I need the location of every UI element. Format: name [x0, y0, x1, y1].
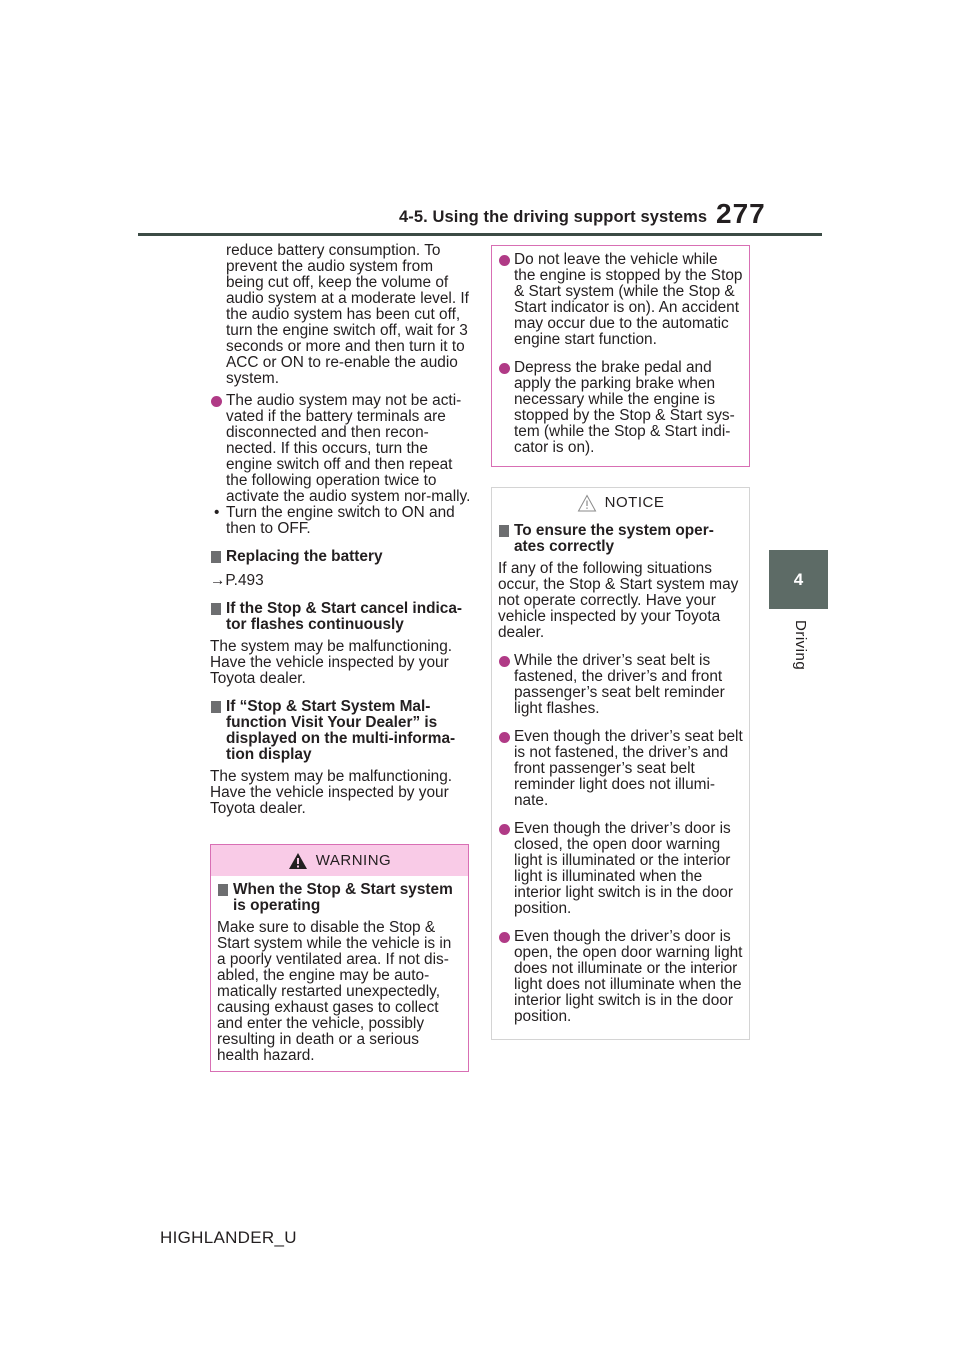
heading-battery: Replacing the battery [210, 549, 472, 565]
header-rule [138, 233, 822, 236]
warning-bullet: Do not leave the vehicle while the engine is stopped by the Stop & Start system (while the Stop & Start indicator is on). An accident may occur due to the automatic engine start function. [498, 252, 743, 348]
caution-icon [577, 494, 597, 512]
warning-box [210, 844, 469, 1072]
notice-bullet: Even though the driver’s door is closed, the open door warning light is illuminated or the interior light is illuminated when the interior light switch is in the door position. [498, 821, 743, 917]
notice-bullet: Even though the driver’s door is open, the open door warning light does not illuminate or the interior light does not illuminate when the interior light switch is in the door position. [498, 929, 743, 1025]
warning-bullet: Depress the brake pedal and apply the parking brake when necessary while the engine is stopped by the Stop & Start sys-tem (while the Stop & Start indi-cator is on). [498, 360, 743, 456]
warning-text: Make sure to disable the Stop & Start system while the vehicle is in a poorly ventilated area. If not dis-abled, the engine may be auto-matically restarted unexpectedly, causing exhaust gases to collect and enter the vehicle, possibly resulting in death or a serious health hazard. [217, 919, 452, 1064]
sub-item-marker: • [214, 504, 220, 521]
warning-continued-box [491, 245, 750, 467]
notice-label: NOTICE [604, 494, 665, 511]
sub-item [210, 505, 472, 537]
audio-bullet: The audio system may not be acti-vated if the battery terminals are disconnected and then recon-nected. If this occurs, turn the engine switch off and then repeat the following operation twice to activate the audio system nor-mally. [210, 393, 472, 505]
notice-heading: To ensure the system oper-ates correctly [498, 523, 743, 555]
section-title: 4-5. Using the driving support systems [399, 208, 708, 226]
notice-header [492, 488, 749, 518]
warning-label: WARNING [315, 851, 392, 869]
chapter-label: Driving [792, 620, 809, 671]
chapter-tab [769, 550, 828, 609]
warning-header [211, 845, 468, 876]
ref-battery: →P.493 [210, 572, 264, 589]
notice-bullet: While the driver’s seat belt is fastened, the driver’s and front passenger’s seat belt reminder light flashes. [498, 653, 743, 717]
notice-box [491, 487, 750, 1040]
chapter-number: 4 [793, 569, 804, 589]
sub-item-text: Turn the engine switch to ON and then to OFF. [226, 504, 455, 537]
continued-paragraph: reduce battery consumption. To prevent the audio system from being cut off, keep the volume of audio system at a moderate level. If the audio system has been cut off, turn the engine switch off, wait for 3 seconds or more and then turn it to ACC or ON to re-enable the audio system. [226, 242, 469, 387]
warning-icon [288, 852, 308, 870]
warning-heading: When the Stop & Start system is operating [217, 882, 462, 914]
notice-text: If any of the following situations occur, the Stop & Start system may not operate correctly. Have your vehicle inspected by your Toyota dealer. [498, 560, 739, 641]
footer-model: HIGHLANDER_U [160, 1228, 297, 1247]
text-cancel-indicator: The system may be malfunctioning. Have the vehicle inspected by your Toyota dealer. [210, 638, 453, 687]
notice-bullet: Even though the driver’s seat belt is not fastened, the driver’s and front passenger’s seat belt reminder light does not illumi-nate. [498, 729, 743, 809]
left-column [210, 243, 472, 817]
heading-cancel-indicator: If the Stop & Start cancel indica-tor flashes continuously [210, 601, 472, 633]
text-malfunction-message: The system may be malfunctioning. Have the vehicle inspected by your Toyota dealer. [210, 768, 453, 817]
page-number: 277 [716, 198, 766, 229]
heading-malfunction-message: If “Stop & Start System Mal-function Visit Your Dealer” is displayed on the multi-informa-tion display [210, 699, 472, 763]
